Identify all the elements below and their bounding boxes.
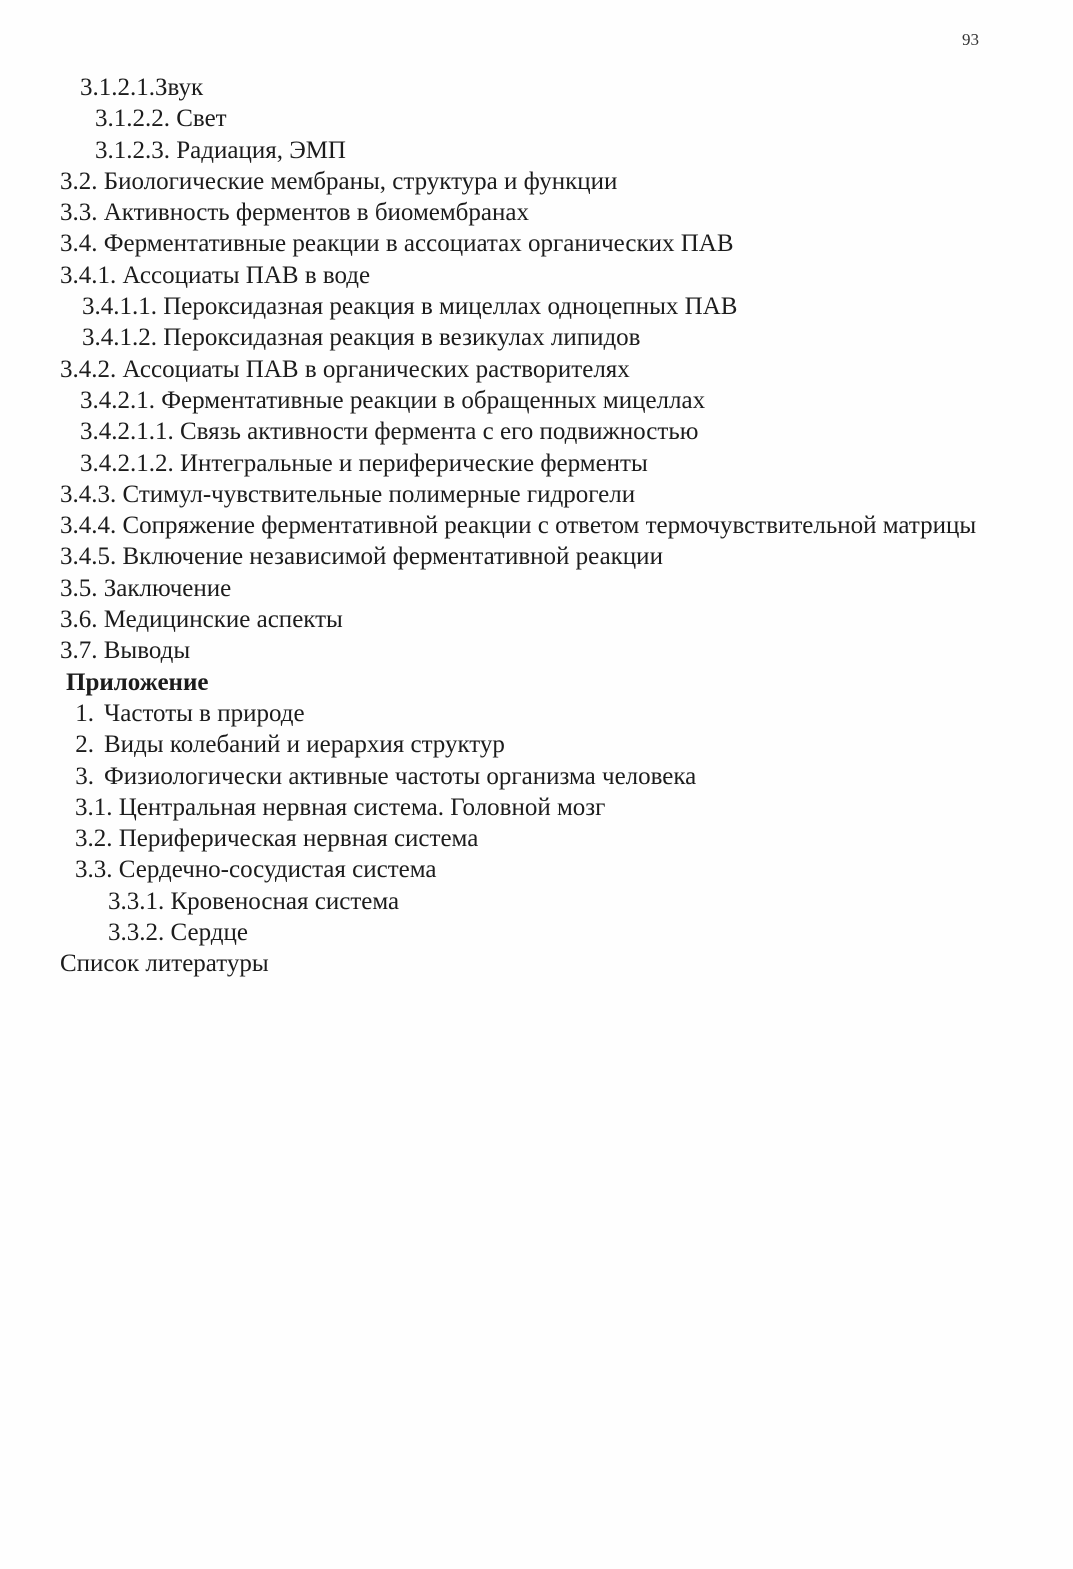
- toc-entry-3-4-1-2: 3.4.1.2. Пероксидазная реакция в везикулах липидов: [82, 324, 641, 352]
- toc-entry-3-1-2-1: 3.1.2.1.Звук: [80, 74, 204, 101]
- appendix-item-number: 2.: [75, 731, 94, 759]
- toc-entry-3-2: 3.2. Биологические мембраны, структура и функции: [60, 167, 618, 195]
- toc-entry-3-4-1-1: 3.4.1.1. Пероксидазная реакция в мицеллах одноцепных ПАВ: [82, 293, 738, 321]
- toc-entry-3-4-3: 3.4.3. Стимул-чувствительные полимерные гидрогели: [60, 480, 636, 508]
- appendix-entry-3-3-1: 3.3.1. Кровеносная система: [108, 887, 400, 915]
- appendix-item-2: [0, 729, 1073, 760]
- toc-entry-3-3: 3.3. Активность ферментов в биомембранах: [60, 199, 529, 227]
- toc-entry-3-7: 3.7. Выводы: [60, 637, 191, 665]
- appendix-item-number: 1.: [75, 699, 94, 727]
- appendix-item-1: [0, 698, 1073, 729]
- page-number: 93: [962, 30, 979, 49]
- appendix-item-label: Виды колебаний и иерархия структур: [104, 731, 505, 759]
- toc-entry-3-1-2-3: 3.1.2.3. Радиация, ЭМП: [95, 136, 346, 164]
- toc-entry-3-4-2-1-2: 3.4.2.1.2. Интегральные и периферические ферменты: [80, 449, 648, 477]
- toc-entry-3-4-2-1-1: 3.4.2.1.1. Связь активности фермента с его подвижностью: [80, 418, 699, 446]
- toc-entry-3-4-2-1: 3.4.2.1. Ферментативные реакции в обращенных мицеллах: [80, 386, 706, 414]
- appendix-entry-3-1: 3.1. Центральная нервная система. Головной мозг: [75, 793, 606, 821]
- appendix-item-number: 3.: [75, 762, 94, 790]
- appendix-entry-3-2: 3.2. Периферическая нервная система: [75, 825, 479, 853]
- table-of-contents: [0, 72, 1073, 980]
- references-entry: Список литературы: [60, 950, 269, 978]
- appendix-item-label: Частоты в природе: [104, 699, 305, 727]
- toc-entry-3-4-2: 3.4.2. Ассоциаты ПАВ в органических растворителях: [60, 355, 630, 383]
- toc-entry-3-5: 3.5. Заключение: [60, 574, 232, 602]
- toc-entry-3-4-1: 3.4.1. Ассоциаты ПАВ в воде: [60, 261, 371, 289]
- appendix-entry-3-3-2: 3.3.2. Сердце: [108, 919, 248, 947]
- appendix-item-3: [0, 761, 1073, 792]
- toc-entry-3-4: 3.4. Ферментативные реакции в ассоциатах органических ПАВ: [60, 230, 734, 258]
- toc-entry-3-4-4: 3.4.4. Сопряжение ферментативной реакции с ответом термочувствительной матрицы: [60, 512, 977, 540]
- toc-entry-3-6: 3.6. Медицинские аспекты: [60, 606, 343, 634]
- appendix-item-label: Физиологически активные частоты организма человека: [104, 762, 697, 790]
- appendix-heading: Приложение: [66, 668, 209, 696]
- toc-entry-3-4-5: 3.4.5. Включение независимой ферментативной реакции: [60, 543, 663, 571]
- toc-entry-3-1-2-2: 3.1.2.2. Свет: [95, 105, 227, 133]
- appendix-entry-3-3: 3.3. Сердечно-сосудистая система: [75, 856, 437, 884]
